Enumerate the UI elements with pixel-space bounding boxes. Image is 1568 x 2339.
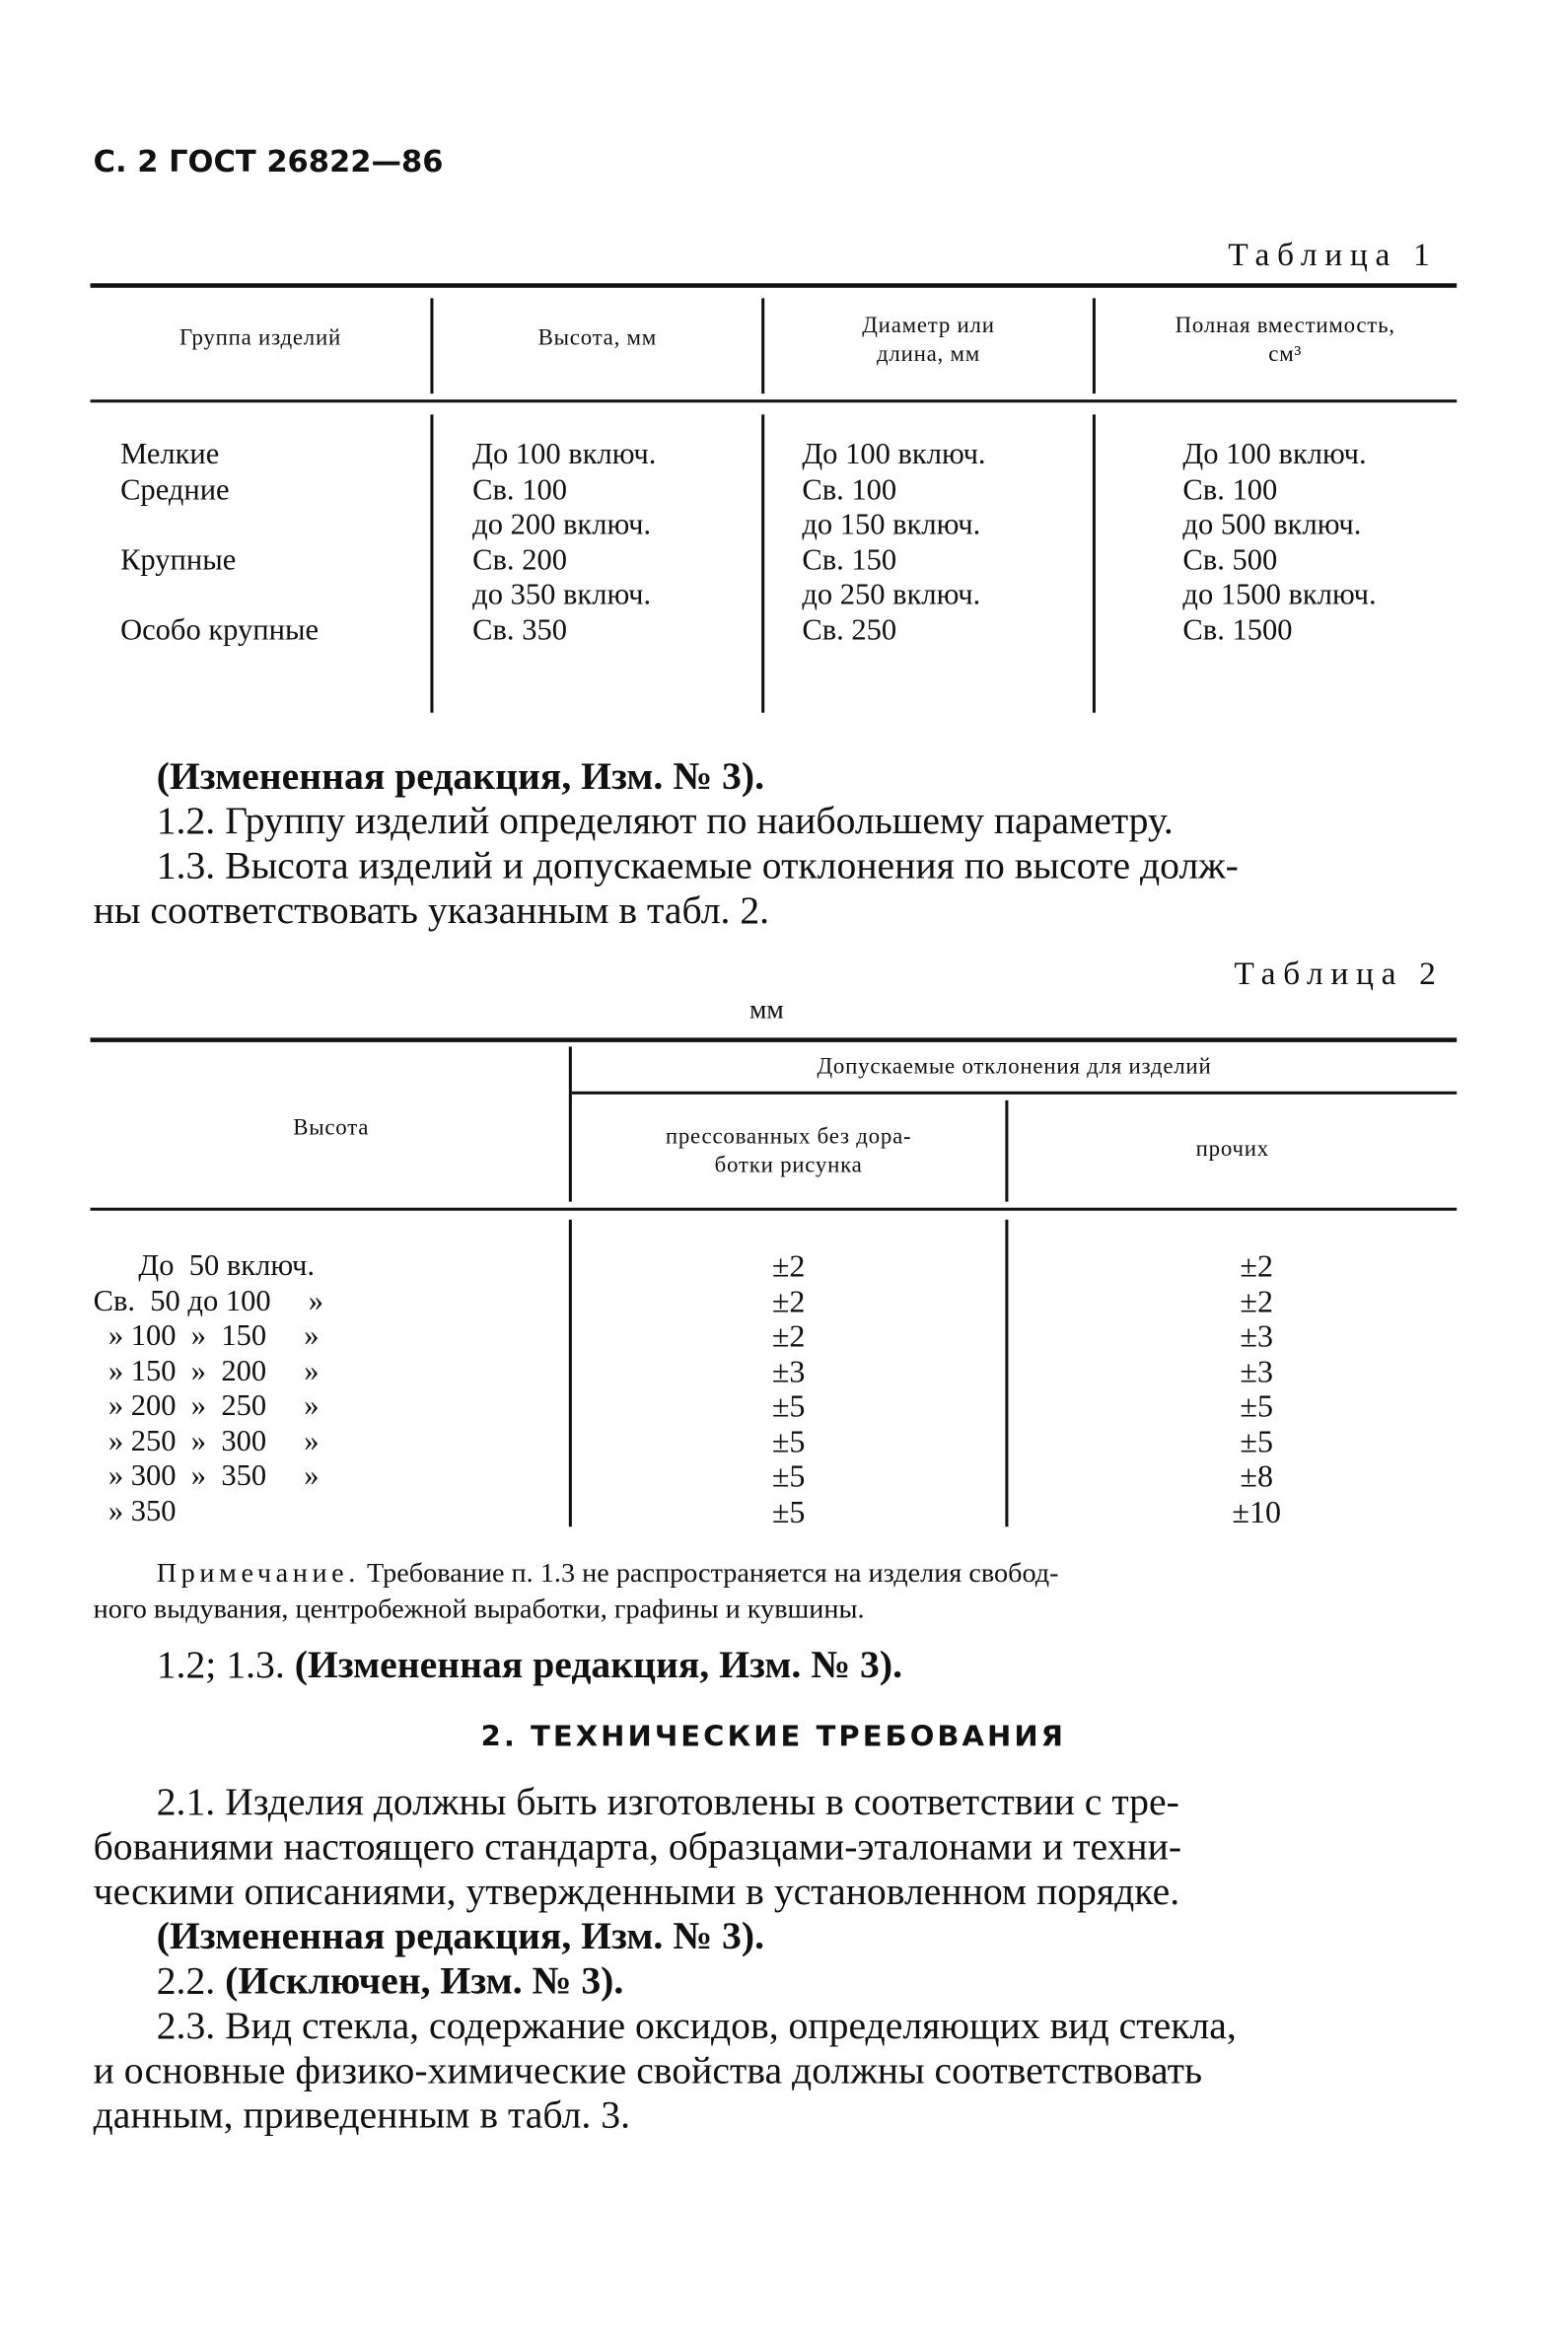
paragraph-2-1-line3: ческими описаниями, утвержденными в установленном порядке. — [93, 1870, 1180, 1913]
amendment-note-2: 1.2; 1.3. (Измененная редакция, Изм. № 3). — [156, 1643, 903, 1687]
table1-col-height: Высота, мм — [537, 326, 658, 351]
paragraph-2-1-line2: бованиями настоящего стандарта, образцами-эталонами и техни- — [93, 1824, 1182, 1869]
table2-subheader-rule — [572, 1092, 1457, 1094]
table2-header-vline-1 — [569, 1046, 571, 1201]
table2-pressed-column: ±2 ±2 ±2 ±3 ±5 ±5 ±5 ±5 — [771, 1247, 806, 1529]
table1-header-rule — [91, 399, 1458, 402]
table2-note-line2: ного выдувания, центробежной выработки, графины и кувшины. — [93, 1595, 865, 1626]
paragraph-2-1-line1: 2.1. Изделия должны быть изготовлены в соответствии с тре- — [156, 1780, 1179, 1824]
table1-body-vline-3 — [1093, 414, 1095, 712]
paragraph-1-3-line1: 1.3. Высота изделий и допускаемые отклонения по высоте долж- — [156, 843, 1239, 887]
table1-caption: Таблица 1 — [1228, 235, 1438, 273]
table1-diameter-column: До 100 включ. Св. 100 до 150 включ. Св. 150 до 250 включ. Св. 250 — [802, 438, 986, 647]
table2-body-vline-1 — [569, 1220, 571, 1526]
section-2-title: 2. ТЕХНИЧЕСКИЕ ТРЕБОВАНИЯ — [480, 1720, 1067, 1754]
table2-caption: Таблица 2 — [1234, 954, 1444, 992]
amendment-note-3: (Измененная редакция, Изм. № 3). — [156, 1914, 765, 1958]
table2-unit: мм — [748, 994, 784, 1025]
table1-header-vline-2 — [761, 298, 763, 393]
paragraph-2-3-line1: 2.3. Вид стекла, содержание оксидов, определяющих вид стекла, — [156, 2004, 1237, 2047]
table1-col-capacity: Полная вместимость, см³ — [1175, 315, 1395, 367]
table1-header-vline-1 — [430, 298, 432, 393]
paragraph-2-3-line2: и основные физико-химические свойства должны соответствовать — [93, 2048, 1203, 2092]
table2-body-vline-2 — [1005, 1220, 1007, 1526]
table2-other-column: ±2 ±2 ±3 ±3 ±5 ±5 ±8 ±10 — [1232, 1247, 1282, 1529]
table1-groups-column: Мелкие Средние Крупные Особо крупные — [120, 438, 320, 647]
amendment-note-1: (Измененная редакция, Изм. № 3). — [156, 754, 765, 798]
table1-top-rule — [91, 283, 1458, 288]
table2-header-rule — [91, 1208, 1458, 1211]
table2-header-vline-2 — [1005, 1100, 1007, 1202]
table1-col-group: Группа изделий — [178, 326, 342, 351]
paragraph-1-2: 1.2. Группу изделий определяют по наибольшему параметру. — [156, 799, 1174, 843]
table1-height-column: До 100 включ. Св. 100 до 200 включ. Св. 200 до 350 включ. Св. 350 — [472, 438, 657, 647]
table2-col-height: Высота — [293, 1116, 370, 1141]
paragraph-2-2: 2.2. (Исключен, Изм. № 3). — [156, 1958, 624, 2003]
table2-col-group: Допускаемые отклонения для изделий — [817, 1055, 1212, 1080]
table1-header-vline-3 — [1093, 298, 1095, 393]
paragraph-2-3-line3: данным, приведенным в табл. 3. — [93, 2092, 631, 2137]
table2-heights-column: До 50 включ. Св. 50 до 100 » » 100 » 150 » » 150 » 200 » » 200 » 250 » » 250 » 300 » » 300 » 350 » » 350 — [93, 1249, 324, 1528]
table2-col-other: прочих — [1195, 1137, 1269, 1162]
table1-body-vline-2 — [761, 414, 763, 712]
paragraph-1-3-line2: ны соответствовать указанным в табл. 2. — [93, 888, 770, 932]
table2-col-pressed: прессованных без дора- ботки рисунка — [665, 1125, 912, 1178]
table1-capacity-column: До 100 включ. Св. 100 до 500 включ. Св. 500 до 1500 включ. Св. 1500 — [1182, 438, 1377, 647]
table1-body-vline-1 — [430, 414, 432, 712]
table2-note-line1: Примечание. Требование п. 1.3 не распространяется на изделия свобод- — [156, 1559, 1059, 1590]
page-header: С. 2 ГОСТ 26822—86 — [93, 143, 444, 179]
table2-top-rule — [91, 1037, 1458, 1042]
table1-col-diameter: Диаметр или длина, мм — [862, 315, 995, 367]
